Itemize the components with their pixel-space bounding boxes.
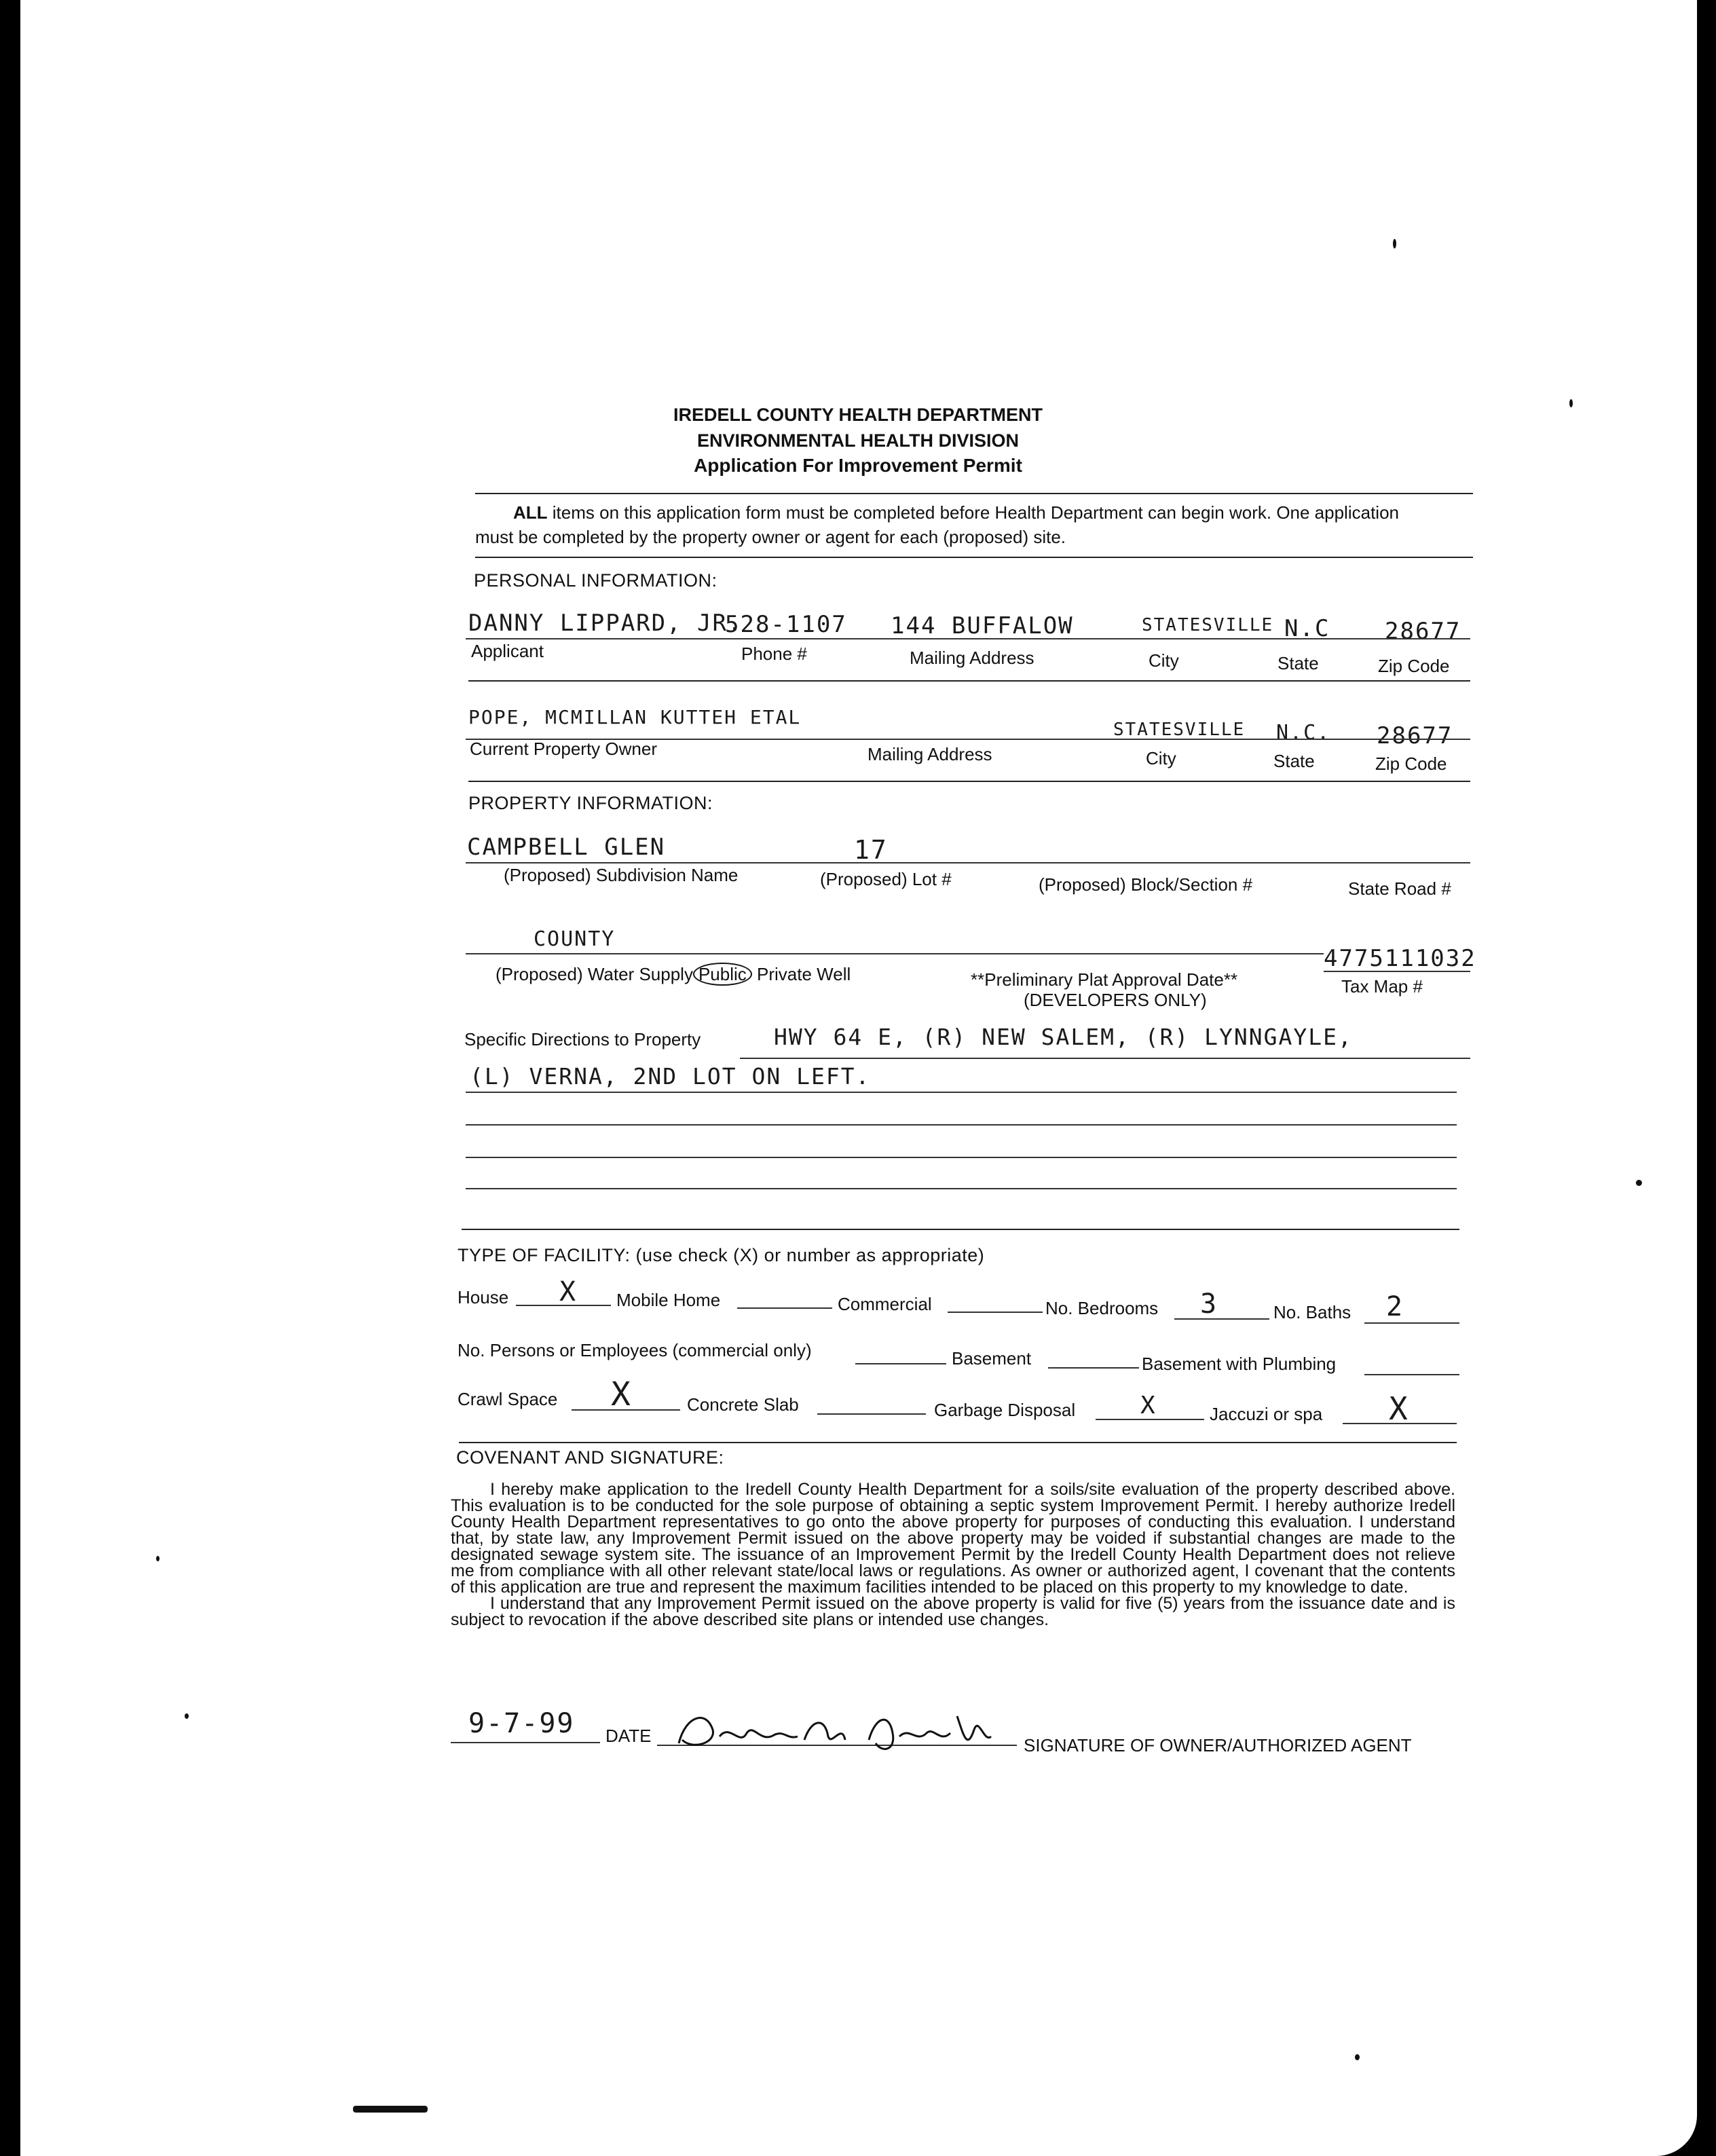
instructions-line-1: ALL items on this application form must be completed before Health Department can begin work. One application [513, 502, 1399, 523]
section-personal: PERSONAL INFORMATION: [474, 570, 717, 591]
baths-value: 2 [1386, 1291, 1404, 1322]
bedrooms-underline [1174, 1318, 1269, 1320]
owner-state-value: N.C. [1276, 721, 1331, 745]
directions-line-2: (L) VERNA, 2ND LOT ON LEFT. [470, 1063, 871, 1090]
applicant-value: DANNY LIPPARD, JR. [468, 610, 743, 637]
scan-speck [1636, 1180, 1642, 1186]
water-supply-label: (Proposed) Water Supply Public Private Well [496, 964, 851, 984]
applicant-label: Applicant [471, 641, 544, 661]
mailing-label: Mailing Address [910, 648, 1034, 668]
basement-label: Basement [952, 1348, 1032, 1369]
section-facility: TYPE OF FACILITY: (use check (X) or number as appropriate) [458, 1245, 985, 1265]
persons-label: No. Persons or Employees (commercial only) [458, 1340, 812, 1360]
directions-underline-5 [466, 1188, 1457, 1189]
crawl-space-value: X [611, 1375, 632, 1413]
mobile-home-label: Mobile Home [616, 1290, 721, 1310]
baths-label: No. Baths [1273, 1302, 1351, 1322]
basement-plumbing-underline [1364, 1374, 1459, 1375]
header-line-3: Application For Improvement Permit [694, 455, 1022, 476]
state-label: State [1277, 653, 1319, 673]
state-road-label: State Road # [1348, 878, 1451, 899]
basement-underline [1048, 1367, 1139, 1369]
garbage-disposal-label: Garbage Disposal [934, 1400, 1076, 1420]
covenant-text [451, 1481, 1455, 1628]
covenant-paragraph-1: I hereby make application to the Iredell County Health Department for a soils/site evaluation of the property described above. This evaluation is to be conducted for the sole purpose of obtaining a septic system Improvement Permit. I hereby authorize Iredell County Health Department representatives to go onto the above property for purposes of conducting this evaluation. I understand that, by state law, any Improvement Permit issued on the above property may be voided if substantial changes are made to the designated sewage system site. The issuance of an Improvement Permit by the Iredell County Health Department does not relieve me from compliance with all other relevant state/local laws or regulations. As owner or authorized agent, I covenant that the contents of this application are true and represent the maximum facilities intended to be placed on this property to my knowledge to date. [451, 1480, 1455, 1597]
scan-speck [1355, 2054, 1360, 2060]
commercial-underline [948, 1312, 1043, 1313]
owner-city-value: STATESVILLE [1113, 720, 1246, 740]
baths-underline [1364, 1322, 1459, 1324]
water-underline [466, 953, 1324, 954]
water-public-circled: Public [693, 963, 752, 986]
owner-zip-value: 28677 [1377, 722, 1453, 749]
city-label: City [1149, 650, 1179, 671]
tax-map-underline [1324, 971, 1470, 972]
concrete-slab-label: Concrete Slab [687, 1394, 799, 1415]
covenant-paragraph-2: I understand that any Improvement Permit issued on the above property is valid for five (5) years from the issuance date and is subject to revocation if the above described site plans or intended use changes. [451, 1594, 1455, 1629]
jacuzzi-label: Jaccuzi or spa [1210, 1404, 1323, 1424]
owner-state-label: State [1273, 751, 1315, 771]
owner-value: POPE, MCMILLAN KUTTEH ETAL [468, 706, 802, 728]
city-value: STATESVILLE [1142, 615, 1274, 635]
house-label: House [458, 1287, 509, 1307]
scan-speck [1569, 399, 1573, 407]
tax-map-value: 4775111032 [1324, 945, 1476, 972]
crawl-space-label: Crawl Space [458, 1389, 558, 1409]
bedrooms-value: 3 [1200, 1288, 1218, 1320]
scan-speck [185, 1713, 189, 1719]
concrete-slab-underline [817, 1413, 926, 1415]
owner-zip-label: Zip Code [1375, 754, 1447, 774]
plat-approval-label: **Preliminary Plat Approval Date** [971, 969, 1238, 990]
mobile-home-underline [737, 1307, 832, 1309]
date-value: 9-7-99 [468, 1708, 575, 1739]
jacuzzi-value: X [1389, 1390, 1409, 1427]
garbage-disposal-underline [1096, 1419, 1204, 1420]
owner-label: Current Property Owner [470, 739, 657, 759]
jacuzzi-underline [1343, 1423, 1457, 1424]
garbage-disposal-value: X [1140, 1392, 1157, 1419]
plat-approval-sub: (DEVELOPERS ONLY) [1024, 990, 1207, 1010]
scan-speck [353, 2106, 428, 2113]
tax-map-label: Tax Map # [1341, 976, 1423, 997]
instructions-line-2: must be completed by the property owner or agent for each (proposed) site. [475, 527, 1066, 547]
directions-underline-2 [466, 1092, 1457, 1093]
owner-city-label: City [1146, 748, 1176, 768]
applicant-underline [466, 638, 1470, 639]
section-property: PROPERTY INFORMATION: [468, 793, 713, 813]
directions-underline-1 [740, 1058, 1470, 1059]
divider [462, 1229, 1459, 1230]
water-supply-value: COUNTY [534, 927, 616, 951]
signature-label: SIGNATURE OF OWNER/AUTHORIZED AGENT [1024, 1735, 1412, 1755]
directions-label: Specific Directions to Property [464, 1029, 701, 1049]
owner-mailing-label: Mailing Address [868, 744, 992, 764]
mailing-value: 144 BUFFALOW [891, 612, 1074, 639]
scan-speck [156, 1556, 160, 1561]
header-line-2: ENVIRONMENTAL HEALTH DIVISION [696, 430, 1020, 451]
divider [475, 493, 1473, 494]
scan-speck [1393, 239, 1396, 248]
header-line-1: IREDELL COUNTY HEALTH DEPARTMENT [673, 405, 1043, 425]
commercial-label: Commercial [838, 1294, 932, 1314]
crawl-space-underline [572, 1409, 680, 1411]
lot-label: (Proposed) Lot # [820, 869, 952, 889]
date-underline [451, 1742, 600, 1743]
state-value: N.C [1284, 615, 1330, 642]
phone-label: Phone # [741, 644, 807, 664]
subdivision-value: CAMPBELL GLEN [467, 834, 666, 861]
phone-value: 528-1107 [725, 611, 847, 638]
subdivision-underline [466, 862, 1470, 863]
zip-label: Zip Code [1378, 656, 1450, 676]
date-label: DATE [605, 1726, 652, 1746]
signature-handwritten [665, 1703, 1018, 1764]
house-underline [516, 1305, 611, 1306]
zip-value: 28677 [1385, 618, 1461, 645]
directions-underline-4 [466, 1157, 1457, 1158]
divider [459, 1442, 1457, 1443]
subdivision-label: (Proposed) Subdivision Name [504, 865, 739, 885]
divider [468, 680, 1470, 682]
basement-plumbing-label: Basement with Plumbing [1142, 1354, 1337, 1374]
directions-underline-3 [466, 1124, 1457, 1126]
house-value: X [559, 1276, 578, 1307]
divider [475, 557, 1473, 558]
block-label: (Proposed) Block/Section # [1039, 874, 1253, 895]
section-covenant: COVENANT AND SIGNATURE: [456, 1447, 724, 1468]
directions-line-1: HWY 64 E, (R) NEW SALEM, (R) LYNNGAYLE, [774, 1024, 1353, 1050]
lot-value: 17 [854, 835, 888, 865]
divider [468, 781, 1470, 782]
bedrooms-label: No. Bedrooms [1045, 1298, 1159, 1318]
persons-underline [855, 1363, 946, 1364]
